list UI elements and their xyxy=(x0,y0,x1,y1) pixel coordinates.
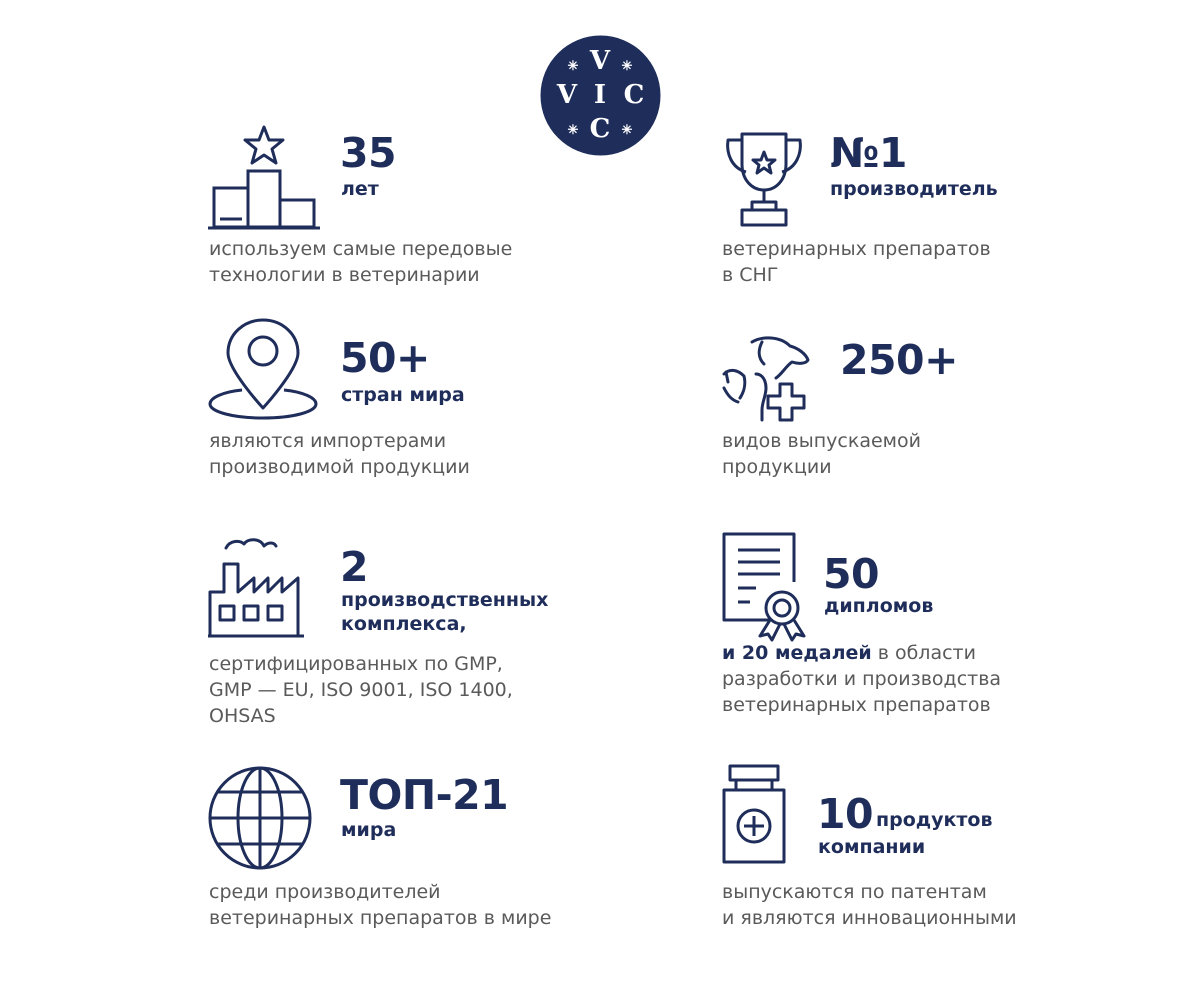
stat-desc-producer-line1: ветеринарных препаратов xyxy=(722,238,991,260)
stat-desc-years-line2: технологии в ветеринарии xyxy=(209,264,480,286)
stat-desc-world-line2: ветеринарных препаратов в мире xyxy=(209,907,552,929)
stat-desc-products-line2: продукции xyxy=(722,456,832,478)
stat-label-diplomas: дипломов xyxy=(824,595,934,617)
stat-desc-countries-line2: производимой продукции xyxy=(209,456,470,478)
stat-label-products-line2: компании xyxy=(818,836,926,858)
svg-text:✳: ✳ xyxy=(567,59,579,74)
svg-text:✳: ✳ xyxy=(621,59,633,74)
stat-label-complexes-line1: производственных xyxy=(341,589,549,611)
stat-label-products-line1: продуктов xyxy=(876,809,993,831)
stat-desc-complexes-line1: сертифицированных по GMP, xyxy=(209,653,503,675)
stat-desc-products-line1: видов выпускаемой xyxy=(722,430,921,452)
stat-value-35: 35 xyxy=(340,129,397,177)
svg-text:✳: ✳ xyxy=(567,123,579,138)
logo-letter-v2: V xyxy=(556,80,578,110)
stat-desc-complexes-line2: GMP — EU, ISO 9001, ISO 1400, xyxy=(209,679,513,701)
stat-value-10: 10 xyxy=(817,790,874,838)
stat-desc-diplomas-line2: разработки и производства xyxy=(722,668,1002,690)
stat-value-50-diplomas: 50 xyxy=(823,550,880,598)
stat-desc-patents-line2: и являются инновационными xyxy=(722,907,1017,929)
stat-label-producer: производитель xyxy=(830,178,998,200)
stat-value-50plus: 50+ xyxy=(340,334,430,382)
stat-value-2: 2 xyxy=(340,543,369,591)
stat-desc-world-line1: среди производителей xyxy=(209,881,441,903)
stat-desc-countries-line1: являются импортерами xyxy=(209,430,447,452)
stat-desc-producer-line2: в СНГ xyxy=(722,264,779,286)
factory-icon xyxy=(208,534,304,640)
stat-desc-diplomas-line1-rest: в области xyxy=(871,642,976,664)
stat-desc-diplomas-line1 xyxy=(722,640,976,666)
stat-value-no1: №1 xyxy=(830,129,907,177)
stat-desc-complexes-line3: OHSAS xyxy=(209,705,276,727)
medicine-bottle-icon xyxy=(722,764,786,866)
stat-label-world: мира xyxy=(341,819,397,841)
stat-label-complexes-line2: комплекса, xyxy=(341,613,467,635)
logo-letter-c2: C xyxy=(589,114,611,144)
trophy-icon xyxy=(722,130,806,228)
logo-letter-c: C xyxy=(623,80,645,110)
logo-letter-v: V xyxy=(589,46,611,76)
vic-logo xyxy=(540,35,661,156)
stat-value-250plus: 250+ xyxy=(840,336,958,384)
stat-desc-diplomas-line3: ветеринарных препаратов xyxy=(722,694,991,716)
stat-desc-medals-bold: и 20 медалей xyxy=(722,642,872,664)
podium-star-icon xyxy=(208,124,320,232)
map-pin-icon xyxy=(208,318,318,420)
stat-desc-years-line1: используем самые передовые xyxy=(209,238,513,260)
stat-label-years: лет xyxy=(341,178,379,200)
logo-letter-i: I xyxy=(593,80,607,110)
stat-value-top21: ТОП-21 xyxy=(340,771,509,819)
globe-icon xyxy=(208,766,312,870)
stat-label-countries: стран мира xyxy=(341,384,465,406)
stat-desc-patents-line1: выпускаются по патентам xyxy=(722,881,987,903)
certificate-icon xyxy=(722,532,812,640)
pets-plus-icon xyxy=(722,336,830,422)
svg-text:✳: ✳ xyxy=(621,123,633,138)
